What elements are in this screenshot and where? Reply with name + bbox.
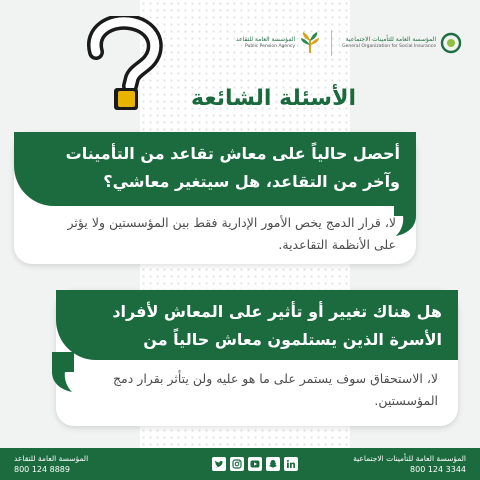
faq-card-1 [14,132,416,264]
footer-pension-name: المؤسسة العامة للتقاعد [14,454,89,463]
footer-gosi-contact [353,453,466,475]
faq-question-1: أحصل حالياً على معاش تقاعد من التأمينات وآخر من التقاعد، هل سيتغير معاشي؟ [14,132,416,206]
footer-bar [0,448,480,480]
gosi-emblem-icon [440,32,462,54]
gosi-logo [342,32,462,54]
faq-card-2 [56,290,458,426]
pension-agency-logo [236,31,321,55]
card-1-quote-hook-icon [390,196,416,236]
footer-gosi-phone[interactable]: 800 124 3344 [410,465,466,474]
footer-pension-phone[interactable]: 800 124 8889 [14,465,70,474]
footer-pension-contact [14,453,88,475]
twitter-icon[interactable] [212,457,226,471]
page-title: الأسئلة الشائعة [191,86,356,111]
gosi-logo-name-en: General Organization for Social Insurance [342,44,436,49]
instagram-icon[interactable] [230,457,244,471]
social-links [212,457,298,471]
faq-answer-1: لا، قرار الدمج يخص الأمور الإدارية فقط بين المؤسستين ولا يؤثر على الأنظمة التقاعدية. [67,215,396,252]
question-mark-icon [84,16,164,112]
card-2-quote-hook-icon [52,352,78,392]
logo-divider [331,30,332,56]
gosi-logo-name-ar: المؤسسة العامة للتأمينات الاجتماعية [345,36,436,43]
palm-leaf-icon [299,31,321,55]
snapchat-icon[interactable] [266,457,280,471]
footer-gosi-name: المؤسسة العامة للتأمينات الاجتماعية [353,454,466,463]
pension-logo-name-ar: المؤسسة العامة للتقاعد [235,36,296,43]
linkedin-icon[interactable] [284,457,298,471]
youtube-icon[interactable] [248,457,262,471]
pension-logo-name-en: Public Pension Agency [244,44,296,49]
header-logos [236,30,462,56]
faq-question-2: هل هناك تغيير أو تأثير على المعاش لأفراد الأسرة الذين يستلمون معاش حالياً من الجهتين؟ [56,290,458,360]
faq-answer-2: لا، الاستحقاق سوف يستمر على ما هو عليه ولن يتأثر بقرار دمج المؤسستين. [112,371,438,408]
